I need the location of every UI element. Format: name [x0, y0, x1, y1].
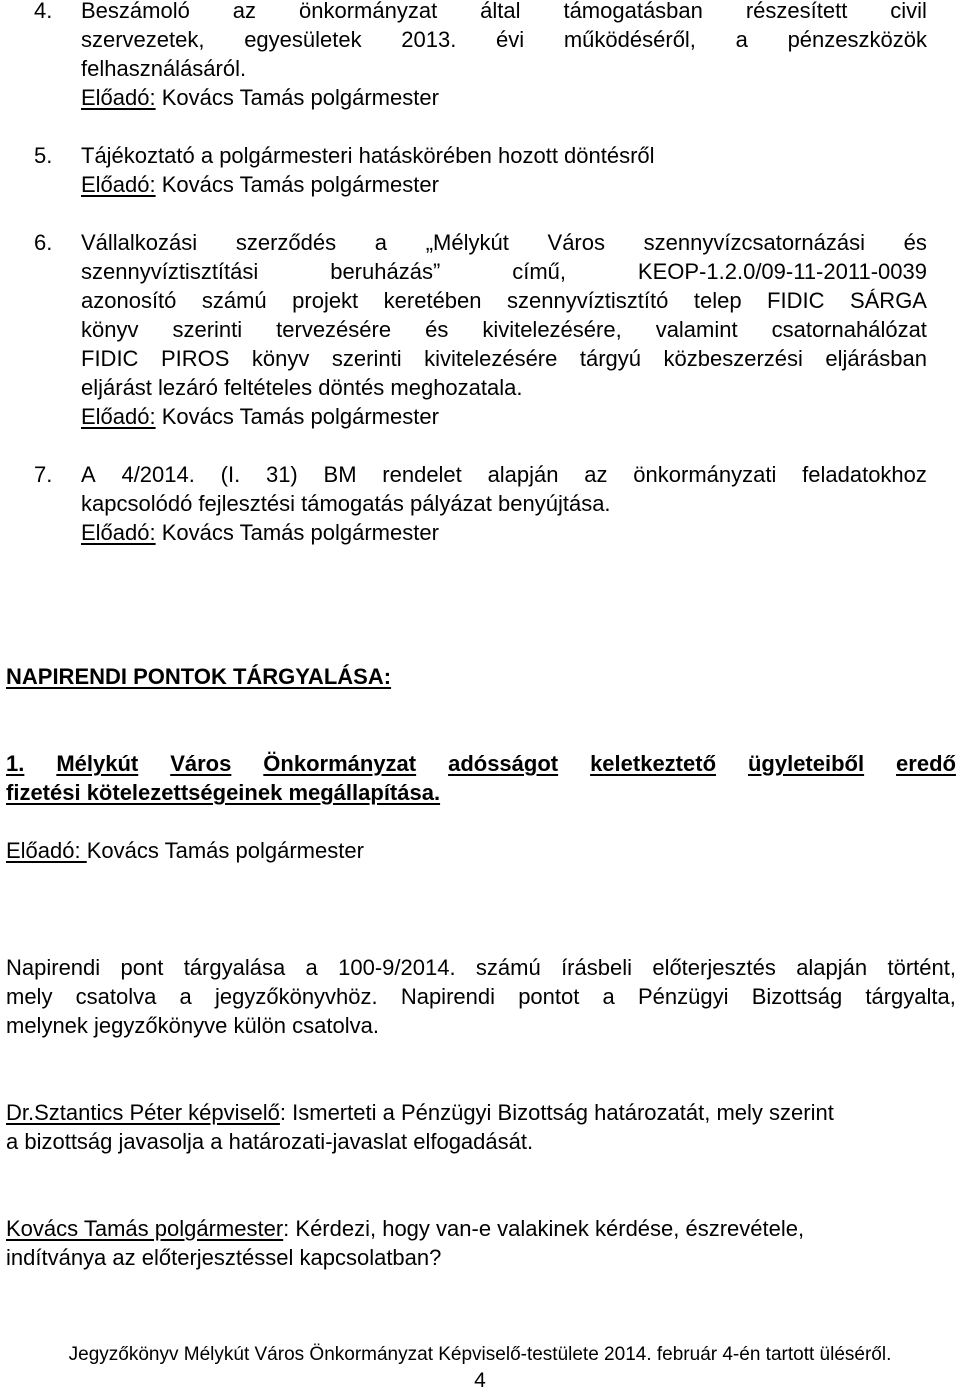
word: PIROS	[160, 346, 230, 371]
word: könyv	[81, 317, 139, 342]
agenda-item-6-line6: eljárást lezáró feltételes döntés meghozatala.	[81, 375, 523, 400]
word: által	[480, 0, 521, 23]
word: tervezésére	[276, 317, 392, 342]
point-1-title-line1	[6, 751, 956, 777]
word: Beszámoló	[81, 0, 190, 23]
agenda-item-6-presenter	[81, 404, 439, 430]
word: írásbeli	[561, 955, 632, 980]
word: számú	[201, 288, 267, 313]
word: tárgyú	[579, 346, 642, 371]
word: Napirendi	[6, 955, 101, 980]
speaker-name: Dr.Sztantics Péter képviselő	[6, 1100, 280, 1125]
presenter-name: Kovács Tamás polgármester	[155, 172, 439, 197]
word: szervezetek,	[81, 27, 205, 52]
word: és	[903, 230, 927, 255]
word: valamint	[655, 317, 738, 342]
word: tárgyalása	[183, 955, 286, 980]
word: támogatásban	[563, 0, 703, 23]
word: projekt	[292, 288, 359, 313]
word: az	[232, 0, 257, 23]
word: FIDIC	[767, 288, 825, 313]
word: eredő	[896, 751, 956, 776]
word: csatolva	[75, 984, 157, 1009]
agenda-item-number: 6.	[34, 230, 53, 255]
agenda-item-6-line4	[81, 317, 927, 343]
word: civil	[890, 0, 927, 23]
page-footer: Jegyzőkönyv Mélykút Város Önkormányzat Képviselő-testülete 2014. február 4-én tartott üléséről.	[68, 1344, 892, 1365]
paragraph-1-line1	[6, 955, 956, 981]
word: 1.	[6, 751, 25, 776]
word: „Mélykút	[425, 230, 509, 255]
word: az	[584, 462, 608, 487]
word: a	[179, 984, 192, 1009]
word: kivitelezésére,	[482, 317, 622, 342]
word: telep	[693, 288, 742, 313]
word: Bizottság	[751, 984, 843, 1009]
word: Napirendi	[400, 984, 495, 1009]
agenda-item-4-line2	[81, 27, 927, 53]
agenda-item-7-line2: kapcsolódó fejlesztési támogatás pályázat benyújtása.	[81, 491, 611, 516]
word: közbeszerzési	[663, 346, 803, 371]
word: ügyleteiből	[747, 751, 865, 776]
word: című,	[512, 259, 566, 284]
word: szerinti	[172, 317, 243, 342]
word: beruházás”	[330, 259, 441, 284]
word: Vállalkozási	[81, 230, 198, 255]
word: szennyvíztisztító	[506, 288, 669, 313]
word: 100-9/2014.	[338, 955, 456, 980]
agenda-item-number: 5.	[34, 143, 53, 168]
agenda-item-6-line1	[81, 230, 927, 256]
word: Mélykút	[56, 751, 139, 776]
word: egyesületek	[244, 27, 362, 52]
word: pénzeszközök	[787, 27, 927, 52]
word: keletkeztető	[590, 751, 717, 776]
word: történt,	[887, 955, 956, 980]
presenter-label: Előadó:	[81, 172, 156, 197]
word: A	[81, 462, 96, 487]
word: pontot	[518, 984, 580, 1009]
presenter-name: Kovács Tamás polgármester	[155, 85, 439, 110]
word: a	[305, 955, 318, 980]
word: keretében	[383, 288, 482, 313]
word: eljárásban	[825, 346, 927, 371]
paragraph-2-line1	[6, 1100, 834, 1126]
paragraph-2-line2: a bizottság javasolja a határozati-javaslat elfogadását.	[6, 1129, 534, 1154]
section-heading: NAPIRENDI PONTOK TÁRGYALÁSA:	[6, 664, 392, 689]
word: önkormányzat	[299, 0, 438, 23]
word: Pénzügyi	[637, 984, 729, 1009]
paragraph-1-line2	[6, 984, 956, 1010]
word: 4/2014.	[121, 462, 195, 487]
paragraph-3-line1	[6, 1216, 804, 1242]
presenter-label: Előadó:	[81, 404, 156, 429]
presenter-name: Kovács Tamás polgármester	[86, 838, 364, 863]
word: SÁRGA	[849, 288, 927, 313]
point-1-title-line2: fizetési kötelezettségeinek megállapítása.	[6, 780, 441, 805]
agenda-item-number: 4.	[34, 0, 53, 23]
agenda-item-7-presenter	[81, 520, 439, 546]
agenda-item-7-line1	[81, 462, 927, 488]
word: könyv	[251, 346, 310, 371]
presenter-name: Kovács Tamás polgármester	[155, 404, 439, 429]
presenter-label: Előadó:	[6, 838, 87, 863]
word: előterjesztés	[652, 955, 776, 980]
word: Város	[547, 230, 605, 255]
word: jegyzőkönyvhöz.	[214, 984, 378, 1009]
word: feladatokhoz	[802, 462, 927, 487]
agenda-item-5-presenter	[81, 172, 439, 198]
word: KEOP-1.2.0/09-11-2011-0039	[637, 259, 927, 284]
word: szerződés	[235, 230, 337, 255]
agenda-item-4-presenter	[81, 85, 439, 111]
agenda-item-5-line1: Tájékoztató a polgármesteri hatáskörében hozott döntésről	[81, 143, 655, 168]
word: a	[735, 27, 748, 52]
word: rendelet	[382, 462, 462, 487]
agenda-item-6-line5	[81, 346, 927, 372]
agenda-item-6-line2	[81, 259, 927, 285]
paragraph-3-line2: indítványa az előterjesztéssel kapcsolatban?	[6, 1245, 442, 1270]
page-number: 4	[474, 1369, 486, 1392]
word: 31)	[265, 462, 298, 487]
word: adósságot	[448, 751, 559, 776]
agenda-item-4-line3: felhasználásáról.	[81, 56, 247, 81]
word: részesített	[745, 0, 848, 23]
word: önkormányzati	[633, 462, 777, 487]
word: szerinti	[331, 346, 402, 371]
word: azonosító	[81, 288, 177, 313]
word: a	[602, 984, 615, 1009]
agenda-item-number: 7.	[34, 462, 53, 487]
word: szennyvíztisztítási	[81, 259, 259, 284]
point-1-presenter	[6, 838, 364, 864]
word: szennyvízcsatornázási	[643, 230, 865, 255]
word: évi	[496, 27, 525, 52]
agenda-item-6-line3	[81, 288, 927, 314]
word: FIDIC	[81, 346, 139, 371]
speaker-name: Kovács Tamás polgármester	[6, 1216, 284, 1241]
word: kivitelezésére	[424, 346, 558, 371]
paragraph-1-line3: melynek jegyzőkönyve külön csatolva.	[6, 1013, 379, 1038]
word: alapján	[796, 955, 868, 980]
word: működéséről,	[563, 27, 696, 52]
word: csatornahálózat	[771, 317, 927, 342]
speech-text: : Ismerteti a Pénzügyi Bizottság határozatát, mely szerint	[279, 1100, 834, 1125]
word: pont	[120, 955, 164, 980]
presenter-name: Kovács Tamás polgármester	[155, 520, 439, 545]
presenter-label: Előadó:	[81, 85, 156, 110]
word: 2013.	[401, 27, 457, 52]
word: Önkormányzat	[263, 751, 417, 776]
word: alapján	[487, 462, 559, 487]
word: mely	[6, 984, 53, 1009]
presenter-label: Előadó:	[81, 520, 156, 545]
word: a	[374, 230, 388, 255]
word: Város	[170, 751, 232, 776]
speech-text: : Kérdezi, hogy van-e valakinek kérdése, észrevétele,	[283, 1216, 805, 1241]
word: számú	[475, 955, 541, 980]
word: tárgyalta,	[865, 984, 956, 1009]
agenda-item-4-line1	[81, 0, 927, 24]
word: és	[425, 317, 449, 342]
word: BM	[323, 462, 357, 487]
word: (I.	[220, 462, 241, 487]
